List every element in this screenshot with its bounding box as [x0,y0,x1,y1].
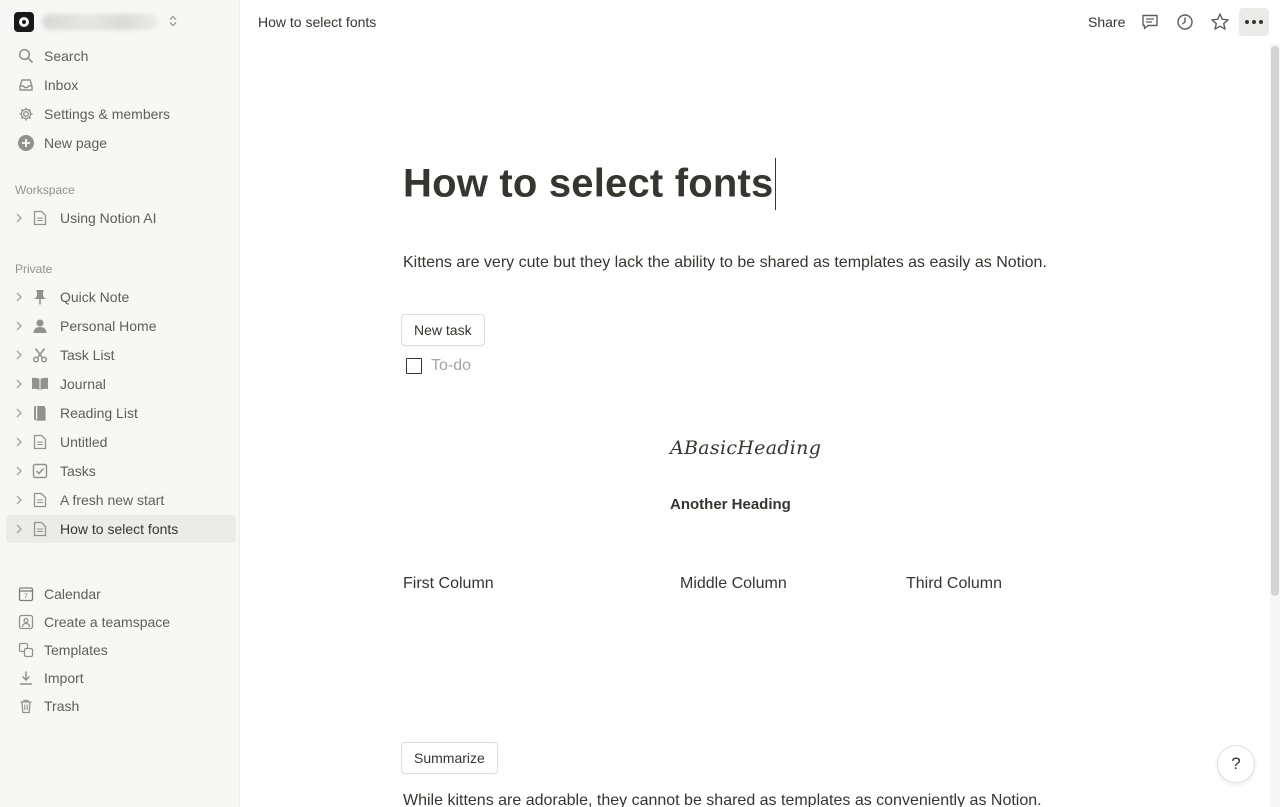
breadcrumb[interactable]: How to select fonts [258,14,377,30]
sidebar-templates[interactable] [6,636,236,664]
text-caret [775,158,776,210]
chevron-right-icon[interactable] [12,292,26,302]
sidebar-page-tasks[interactable] [6,457,236,485]
templates-icon [16,640,36,660]
todo-placeholder[interactable]: To-do [431,357,472,374]
sidebar-create-teamspace-label: Create a teamspace [44,614,171,630]
chevron-right-icon[interactable] [12,379,26,389]
sidebar-page-label: Untitled [60,434,108,450]
todo-item[interactable] [406,355,471,377]
sidebar-page-personal-home[interactable] [6,312,236,340]
more-icon[interactable] [1239,8,1269,36]
sidebar-search[interactable] [6,42,236,70]
sidebar-templates-label: Templates [44,642,108,658]
sidebar-page-untitled[interactable] [6,428,236,456]
topbar [240,0,1280,44]
chevron-updown-icon [168,15,178,30]
chevron-right-icon[interactable] [12,466,26,476]
workspace-section-label[interactable]: Workspace [15,183,75,197]
search-icon [16,46,36,66]
summarize-button[interactable]: Summarize [401,742,498,774]
page-icon [30,208,50,228]
sidebar-page-label: Task List [60,347,115,363]
page-icon [30,432,50,452]
new-task-button[interactable]: New task [401,314,485,346]
share-button[interactable]: Share [1088,14,1126,30]
sidebar-page-label: Reading List [60,405,138,421]
chevron-right-icon[interactable] [12,495,26,505]
page-icon [30,519,50,539]
sidebar-page-task-list[interactable] [6,341,236,369]
trash-icon [16,696,36,716]
star-icon[interactable] [1207,9,1233,35]
sidebar-trash-label: Trash [44,698,80,714]
sidebar-new-page-label: New page [44,135,108,151]
import-icon [16,668,36,688]
sidebar-search-label: Search [44,48,89,64]
calendar-icon [16,584,36,604]
column-third[interactable]: Third Column [906,575,1003,592]
sidebar-calendar-label: Calendar [44,586,101,602]
sidebar-inbox[interactable] [6,71,236,99]
sidebar-page-label: Using Notion AI [60,210,157,226]
sidebar-page-label: Journal [60,376,106,392]
workspace-logo-icon [14,12,34,32]
sidebar-import-label: Import [44,670,84,686]
sidebar-settings[interactable] [6,100,236,128]
another-heading[interactable]: Another Heading [670,496,791,513]
page-icon [30,490,50,510]
chevron-right-icon[interactable] [12,213,26,223]
sidebar-page-label: A fresh new start [60,492,165,508]
sidebar-inbox-label: Inbox [44,77,79,93]
chevron-right-icon[interactable] [12,437,26,447]
sidebar-calendar[interactable] [6,580,236,608]
sidebar-page-label: Tasks [60,463,96,479]
sidebar-page-label: How to select fonts [60,521,179,537]
inbox-icon [16,75,36,95]
teamspace-icon [16,612,36,632]
chevron-right-icon[interactable] [12,321,26,331]
sidebar-trash[interactable] [6,692,236,720]
chevron-right-icon[interactable] [12,524,26,534]
person-icon [30,316,50,336]
clock-icon[interactable] [1172,9,1198,35]
page-title-text[interactable]: How to select fonts [403,161,774,206]
workspace-switcher[interactable] [6,8,186,36]
scissors-icon [30,345,50,365]
plus-circle-icon [16,133,36,153]
workspace-name-blurred [42,14,158,30]
sidebar [0,0,240,807]
sidebar-page-quick-note[interactable] [6,283,236,311]
chevron-right-icon[interactable] [12,408,26,418]
sidebar-page-label: Personal Home [60,318,157,334]
svg-text:7: 7 [24,593,28,601]
comment-icon[interactable] [1137,9,1163,35]
math-heading[interactable]: ABasicHeading [670,437,822,459]
gear-icon [16,104,36,124]
sidebar-page-label: Quick Note [60,289,130,305]
page-title[interactable] [403,160,776,212]
footer-paragraph[interactable]: While kittens are adorable, they cannot be shared as templates as conveniently as Notion. [403,792,1042,807]
scrollbar-thumb[interactable] [1271,46,1279,596]
pushpin-icon [30,287,50,307]
column-first[interactable]: First Column [403,575,494,592]
book-icon [30,374,50,394]
private-section-label[interactable]: Private [15,262,53,276]
column-middle[interactable]: Middle Column [680,575,787,592]
checkbox-icon [30,461,50,481]
chevron-right-icon[interactable] [12,350,26,360]
sidebar-create-teamspace[interactable] [6,608,236,636]
intro-paragraph[interactable]: Kittens are very cute but they lack the ability to be shared as templates as easily as Notion. [403,254,1047,271]
sidebar-page-reading-list[interactable] [6,399,236,427]
help-button[interactable]: ? [1217,745,1255,783]
sidebar-page-using-notion-ai[interactable] [6,204,236,232]
sidebar-settings-label: Settings & members [44,106,171,122]
sidebar-page-a-fresh-new-start[interactable] [6,486,236,514]
sidebar-import[interactable] [6,664,236,692]
todo-checkbox[interactable] [406,358,422,374]
sidebar-page-how-to-select-fonts[interactable] [6,515,236,543]
books-icon [30,403,50,423]
sidebar-new-page[interactable] [6,129,236,157]
sidebar-page-journal[interactable] [6,370,236,398]
